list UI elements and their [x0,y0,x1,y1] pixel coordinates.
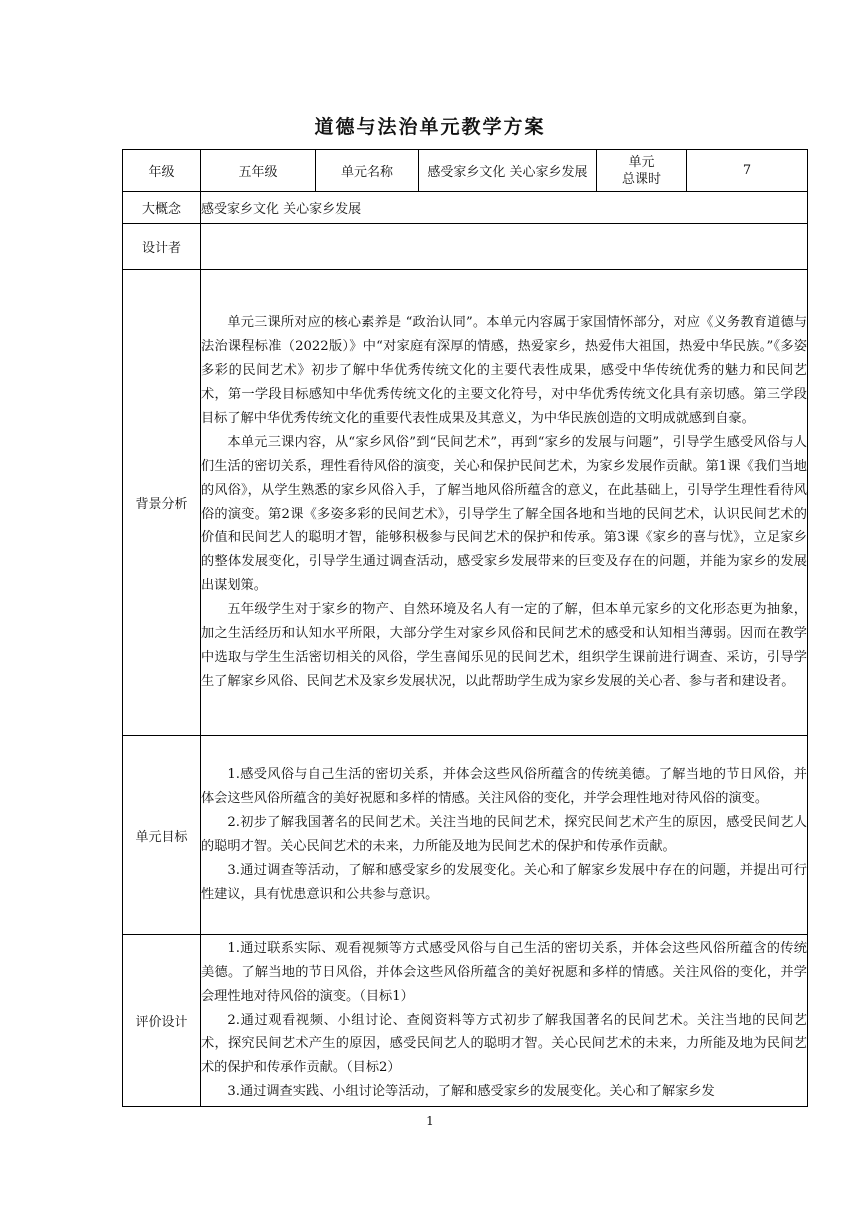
big-concept-value: 感受家乡文化 关心家乡发展 [201,192,808,224]
goal-paragraph: 2.初步了解我国著名的民间艺术。关注当地的民间艺术，探究民间艺术产生的原因，感受民间艺人的聪明才智。关心民间艺术的未来，力所能及地为民间艺术的保护和传承作贡献。 [201,815,807,854]
grade-label: 年级 [123,150,201,192]
background-content [201,270,808,736]
background-paragraph: 五年级学生对于家乡的物产、自然环境及名人有一定的了解，但本单元家乡的文化形态更为抽象，加之生活经历和认知水平所限，大部分学生对家乡风俗和民间艺术的感受和认知相当薄弱。因而在教学中选取与学生生活密切相关的风俗，学生喜闻乐见的民间艺术，组织学生课前进行调查、采访，引导学生了解家乡风俗、民间艺术及家乡发展状况，以此帮助学生成为家乡发展的关心者、参与者和建设者。 [201,602,807,689]
page-number: 1 [426,1114,434,1128]
designer-label: 设计者 [123,224,201,270]
evaluation-paragraph: 1.通过联系实际、观看视频等方式感受风俗与自己生活的密切关系，并体会这些风俗所蕴含的传统美德。了解当地的节日风俗，并体会这些风俗所蕴含的美好祝愿和多样的情感。关注风俗的变化，并学会理性地对待风俗的演变。（目标1） [201,940,807,1004]
background-row [123,270,808,736]
unit-goals-label: 单元目标 [123,736,201,935]
teaching-plan-table [122,149,808,1107]
big-concept-label: 大概念 [123,192,201,224]
background-paragraph: 本单元三课内容，从“家乡风俗”到“民间艺术”，再到“家乡的发展与问题”，引导学生感受风俗与人们生活的密切关系，理性看待风俗的演变，关心和保护民间艺术，为家乡发展作贡献。第1课《我们当地的风俗》，从学生熟悉的家乡风俗入手，了解当地风俗所蕴含的意义，在此基础上，引导学生理性看待风俗的演变。第2课《多姿多彩的民间艺术》，引导学生了解全国各地和当地的民间艺术，认识民间艺术的价值和民间艺人的聪明才智，能够积极参与民间艺术的保护和传承。第3课《家乡的喜与忧》，立足家乡的整体发展变化，引导学生通过调查活动，感受家乡发展带来的巨变及存在的问题，并能为家乡的发展出谋划策。 [201,434,807,594]
unit-name-label: 单元名称 [316,150,419,192]
evaluation-paragraph: 3.通过调查实践、小组讨论等活动，了解和感受家乡的发展变化。关心和了解家乡发 [227,1084,715,1100]
big-concept-row [123,192,808,224]
total-hours-label [597,150,687,192]
grade-value: 五年级 [201,150,316,192]
goal-paragraph: 1.感受风俗与自己生活的密切关系，并体会这些风俗所蕴含的传统美德。了解当地的节日风俗，并体会这些风俗所蕴含的美好祝愿和多样的情感。关注风俗的变化，并学会理性地对待风俗的演变。 [201,767,807,807]
evaluation-paragraph: 2.通过观看视频、小组讨论、查阅资料等方式初步了解我国著名的民间艺术。关注当地的民间艺术，探究民间艺术产生的原因，感受民间艺人的聪明才智。关心民间艺术的未来，力所能及地为民间艺术的保护和传承作贡献。（目标2） [201,1012,807,1076]
header-row [123,150,808,192]
evaluation-label: 评价设计 [123,935,201,1107]
evaluation-content [201,935,808,1107]
designer-value [201,224,808,270]
evaluation-row [123,935,808,1107]
unit-goals-content [201,736,808,935]
document-title: 道德与法治单元教学方案 [314,116,546,138]
goal-paragraph: 3.通过调查等活动，了解和感受家乡的发展变化。关心和了解家乡发展中存在的问题，并提出可行性建议，具有忧患意识和公共参与意识。 [201,862,807,902]
unit-goals-row [123,736,808,935]
unit-name-value: 感受家乡文化 关心家乡发展 [419,150,597,192]
total-hours-value: 7 [687,150,808,192]
background-paragraph: 单元三课所对应的核心素养是 “政治认同”。本单元内容属于家国情怀部分，对应《义务教育道德与法治课程标准（2022版）》中“对家庭有深厚的情感，热爱家乡，热爱伟大祖国，热爱中华民族。”《多姿多彩的民间艺术》初步了解中华优秀传统文化的主要代表性成果，感受中华传统优秀的魅力和民间艺术，第一学段目标感知中华优秀传统文化的主要文化符号，对中华优秀传统文化具有亲切感。第三学段目标了解中华优秀传统文化的重要代表性成果及其意义，为中华民族创造的文明成就感到自豪。 [201,315,807,426]
total-hours-label-line-1: 单元 [628,154,655,170]
designer-row [123,224,808,270]
total-hours-label-line-2: 总课时 [621,171,661,187]
background-label: 背景分析 [123,270,201,736]
